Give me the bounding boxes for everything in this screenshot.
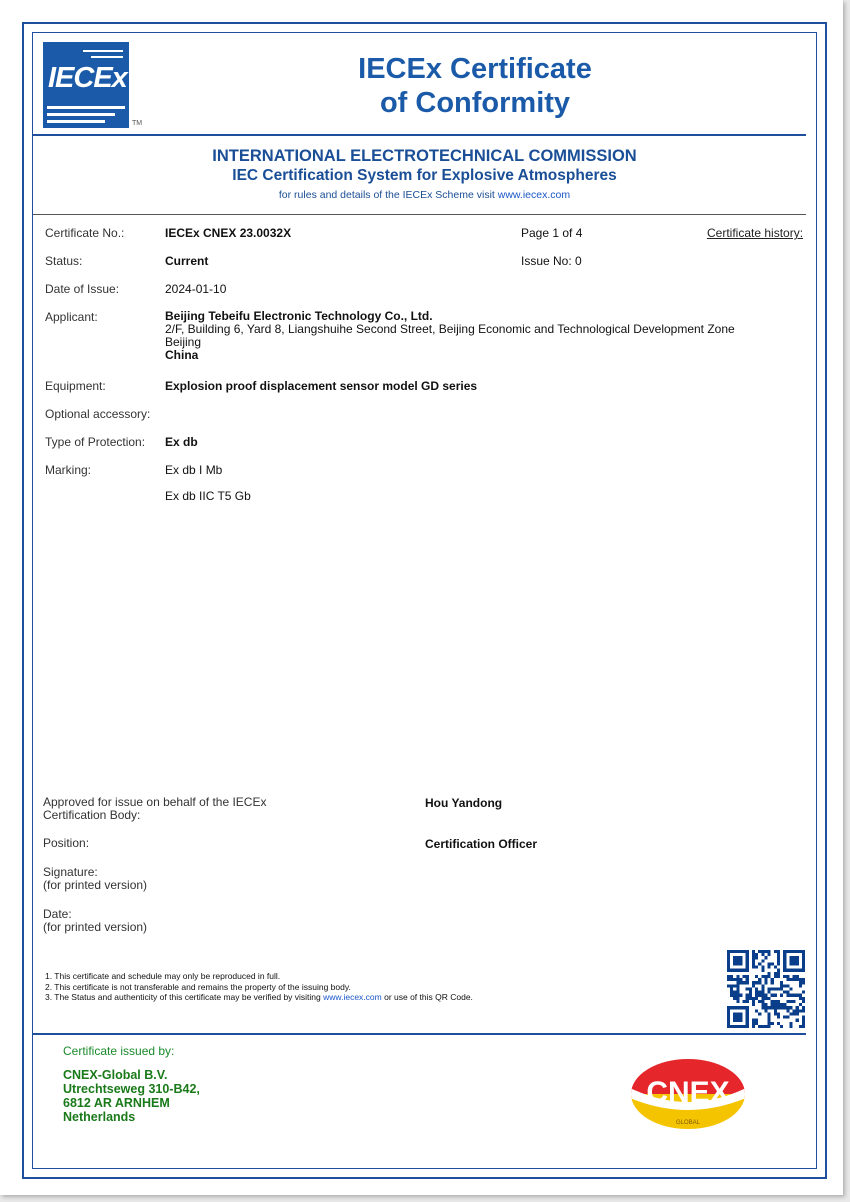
optional-accessory-label: Optional accessory: <box>45 407 151 421</box>
position-label: Position: <box>43 836 90 850</box>
trademark: TM <box>132 120 143 127</box>
approved-label: Approved for issue on behalf of the IECEx Certification Body: <box>43 795 267 822</box>
issue-number: Issue No: 0 <box>521 254 582 268</box>
applicant-block <box>165 310 735 362</box>
cnex-logo-subtext: GLOBAL <box>675 1120 701 1126</box>
iecex-link[interactable]: www.iecex.com <box>497 189 571 201</box>
certificate-number-label: Certificate No.: <box>45 226 125 240</box>
approver-name: Hou Yandong <box>425 796 503 810</box>
note-2: 2. This certificate is not transferable and remains the property of the issuing body. <box>45 981 351 992</box>
issuer-block <box>63 1068 200 1124</box>
date-of-issue: 2024-01-10 <box>165 282 227 296</box>
status-value: Current <box>165 254 209 268</box>
applicant-country: China <box>165 348 199 362</box>
date-field-label: Date: (for printed version) <box>43 907 148 934</box>
cnex-logo <box>630 1058 746 1130</box>
certificate-notes <box>45 971 473 1003</box>
certificate-history-link[interactable]: Certificate history: <box>707 226 804 240</box>
issuer-city: 6812 AR ARNHEM <box>63 1096 170 1110</box>
status-label: Status: <box>45 254 83 268</box>
page-indicator: Page 1 of 4 <box>521 226 583 240</box>
position-value: Certification Officer <box>425 837 538 851</box>
note-3: 3. The Status and authenticity of this certificate may be verified by visiting www.iecex.com or use of this QR Code. <box>45 992 473 1002</box>
applicant-address: 2/F, Building 6, Yard 8, Liangshuihe Second Street, Beijing Economic and Technological Development Zone <box>165 322 735 336</box>
issuer-name: CNEX-Global B.V. <box>63 1068 168 1082</box>
marking-value-2: Ex db IIC T5 Gb <box>165 489 251 503</box>
issuer-street: Utrechtseweg 310-B42, <box>63 1082 200 1096</box>
certification-system: IEC Certification System for Explosive Atmospheres <box>232 167 617 184</box>
protection-type-value: Ex db <box>165 435 198 449</box>
marking-label: Marking: <box>45 463 92 477</box>
marking-value-1: Ex db I Mb <box>165 463 223 477</box>
qr-code-icon[interactable] <box>726 950 806 1028</box>
protection-type-label: Type of Protection: <box>45 435 146 449</box>
cnex-logo-text: CNEX <box>646 1076 730 1109</box>
issued-by-label: Certificate issued by: <box>63 1044 175 1058</box>
issuer-country: Netherlands <box>63 1110 136 1124</box>
section-divider <box>33 214 806 215</box>
organization-name: INTERNATIONAL ELECTROTECHNICAL COMMISSION <box>212 147 637 165</box>
certificate-number: IECEx CNEX 23.0032X <box>165 226 292 240</box>
equipment-value: Explosion proof displacement sensor model GD series <box>165 379 478 393</box>
verify-link[interactable]: www.iecex.com <box>323 992 382 1002</box>
header-divider <box>33 134 806 136</box>
iecex-logo <box>43 42 129 128</box>
signature-label: Signature: (for printed version) <box>43 865 148 892</box>
equipment-label: Equipment: <box>45 379 106 393</box>
iecex-logo-text: IECEx <box>48 62 127 94</box>
applicant-city: Beijing <box>165 335 202 349</box>
rules-line: for rules and details of the IECEx Scheme visit www.iecex.com <box>278 189 571 201</box>
note-1: 1. This certificate and schedule may only be reproduced in full. <box>45 971 281 981</box>
footer-divider <box>33 1033 806 1035</box>
applicant-name: Beijing Tebeifu Electronic Technology Co., Ltd. <box>165 309 433 323</box>
page-title: IECEx Certificate of Conformity <box>358 53 592 119</box>
date-of-issue-label: Date of Issue: <box>45 282 120 296</box>
applicant-label: Applicant: <box>45 310 98 324</box>
